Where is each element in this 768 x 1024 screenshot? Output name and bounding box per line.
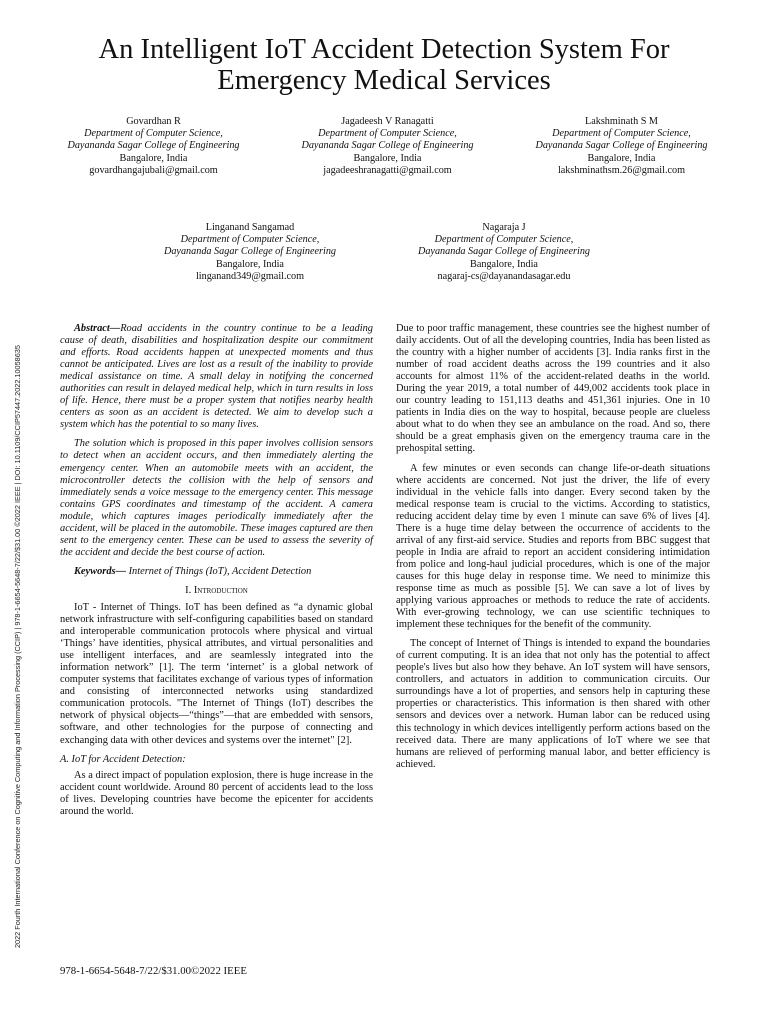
author-name: Jagadeesh V Ranagatti bbox=[341, 116, 434, 127]
abstract-paragraph bbox=[60, 323, 373, 431]
author-location: Bangalore, India bbox=[470, 258, 538, 270]
body-paragraph: As a direct impact of population explosion, there is huge increase in the accident count worldwide. Around 80 percent of accidents lead to the loss of lives. Developing countries have become the epicenter for accidents around the world. bbox=[60, 769, 373, 817]
keywords bbox=[60, 566, 373, 578]
author-email: lakshminathsm.26@gmail.com bbox=[557, 164, 686, 176]
keywords-label: Keywords— bbox=[74, 565, 126, 577]
abstract-text: Road accidents in the country continue to be a leading cause of death, disabilities and hospitalization despite our commitment and efforts. Road accidents happen at unexpected moments and thus cannot be anticipated. Lives are lost as a result of the inability to provide medical assistance on time. A small delay in notifying the concerned authorities can result in delayed medical help, which in turn results in loss of life. Hence, there must be a proper system that notifies nearby health centers as soon as an accident is detected. We aim to develop such a system which has the potential to so many lives. bbox=[60, 323, 373, 431]
author-block bbox=[524, 116, 719, 177]
section-heading bbox=[60, 585, 373, 597]
author-location: Bangalore, India bbox=[353, 152, 422, 164]
author-email: nagaraj-cs@dayanandasagar.edu bbox=[437, 270, 571, 282]
subsection-heading: A. IoT for Accident Detection: bbox=[60, 753, 186, 765]
author-block bbox=[56, 116, 251, 177]
author-college: Dayananda Sagar College of Engineering bbox=[417, 246, 591, 258]
author-email: govardhangajubali@gmail.com bbox=[89, 164, 218, 176]
author-block bbox=[384, 222, 624, 283]
section-number: I. bbox=[185, 584, 194, 596]
author-department: Department of Computer Science, bbox=[434, 234, 574, 246]
author-block bbox=[130, 222, 370, 283]
author-location: Bangalore, India bbox=[587, 152, 656, 164]
author-college: Dayananda Sagar College of Engineering bbox=[163, 246, 337, 258]
author-college: Dayananda Sagar College of Engineering bbox=[301, 140, 474, 152]
right-column bbox=[396, 323, 710, 778]
paper-title: An Intelligent IoT Accident Detection System For Emergency Medical Services bbox=[98, 34, 670, 96]
author-college: Dayananda Sagar College of Engineering bbox=[67, 140, 240, 152]
keywords-text: Internet of Things (IoT), Accident Detection bbox=[125, 565, 312, 577]
copyright-footer: 978-1-6654-5648-7/22/$31.00©2022 IEEE bbox=[60, 965, 247, 977]
author-email: linganand349@gmail.com bbox=[195, 270, 305, 282]
author-location: Bangalore, India bbox=[216, 258, 284, 270]
left-column bbox=[60, 323, 373, 825]
section-title: Introduction bbox=[193, 584, 248, 596]
body-paragraph: The concept of Internet of Things is intended to expand the boundaries of current computing. It is an idea that not only has the potential to affect people's lives but also how they behave. An IoT system will have sensors, controllers, and actuators in addition to communication circuits. Our surroundings have a lot of properties, and sensors help in capturing these properties or characteristics. This information is then shared with other sensors and devices over a network. Human labor can be reduced using this technology in which devices intelligently perform actions based on the received data. There are many applications of IoT where we see that humans are relieved of performing manual labor, and better efficiency is achieved. bbox=[396, 638, 710, 770]
author-college: Dayananda Sagar College of Engineering bbox=[535, 140, 708, 152]
author-name: Nagaraja J bbox=[482, 222, 526, 233]
body-paragraph: A few minutes or even seconds can change life-or-death situations where accidents are concerned. Not just the driver, the life of every individual in the vehicle falls into danger. Every second taken by the medical response team is crucial to the victims. According to statistics, reducing accident delay time by even 1 minute can save 6% of lives [4]. There is a huge time delay between the occurrence of accidents to the arrival of any first-aid service. Studies and reports from BBC suggest that people in India are afraid to report an accident considering intimidation from police and long-haul judicial procedures, which is one of the major causes for this huge delay in response time. We need to minimize this response time as much as possible [5]. We can save a lot of lives by applying various approaches or methods to reduce the rate of accidents. With ever-growing technology, we can use scientific techniques to implement these techniques for the benefit of the community. bbox=[396, 462, 710, 631]
abstract-label: Abstract— bbox=[74, 323, 121, 334]
abstract-paragraph: The solution which is proposed in this paper involves collision sensors to detect when an accident occurs, and then immediately alerting the emergency center. When an automobile meets with an accident, the microcontroller detects the collision with the help of sensors and immediately sends a voice message to the emergency center. This message contains GPS coordinates and timestamp of the accident. A camera module, which captures images periodically immediately after the accident, will be placed in the automobile. These images captured are then sent to the emergency center. These can be used to assess the severity of the accident and decide the best course of action. bbox=[60, 438, 373, 558]
author-name: Lakshminath S M bbox=[584, 116, 658, 127]
author-name: Govardhan R bbox=[126, 116, 181, 127]
author-name: Linganand Sangamad bbox=[205, 222, 295, 233]
author-email: jagadeeshranagatti@gmail.com bbox=[323, 164, 452, 176]
author-location: Bangalore, India bbox=[119, 152, 188, 164]
author-department: Department of Computer Science, bbox=[552, 128, 691, 140]
body-paragraph: IoT - Internet of Things. IoT has been defined as “a dynamic global network infrastructure with self-configuring capabilities based on standard and interoperable communication protocols where physical and virtual ‘Things’ have identities, physical attributes, and virtual personalities and use intelligent interfaces, and are seamlessly integrated into the information network” [1]. The term ‘internet’ is a global network of computer systems that facilitates exchange of various types of information and consisting of interconnected networks using standardized communication protocols. "The Internet of Things (IoT) describes the network of physical objects—“things”—that are embedded with sensors, software, and other technologies for the purpose of connecting and exchanging data with other devices and systems over the internet" [2]. bbox=[60, 601, 373, 746]
body-paragraph: Due to poor traffic management, these countries see the highest number of daily accidents. Out of all the developing countries, India has been listed as the country with a higher number of accidents [3]. India ranks first in the number of road accident deaths across the 199 countries and it also accounts for almost 11% of the accident-related deaths in the world. During the year 2019, a total number of 449,002 accidents took place in our country leading to 151,113 deaths and 451,361 injuries. One in 10 patients in India dies on the way to hospital, because people are clueless about what to do when they see an ambulance on the road. And so, there should be a great emphasis given on the emergency trauma care in the prehospital setting. bbox=[396, 323, 710, 455]
author-department: Department of Computer Science, bbox=[318, 128, 457, 140]
conference-side-note: 2022 Fourth International Conference on Cognitive Computing and Information Processing (CCIP) | 978-1-6654-5648-7/22/$31.00 ©2022 IEEE | DOI: 10.1109/CCIP57447.2022.10058635 bbox=[13, 345, 22, 948]
author-block bbox=[290, 116, 485, 177]
author-department: Department of Computer Science, bbox=[180, 234, 320, 246]
author-department: Department of Computer Science, bbox=[84, 128, 223, 140]
